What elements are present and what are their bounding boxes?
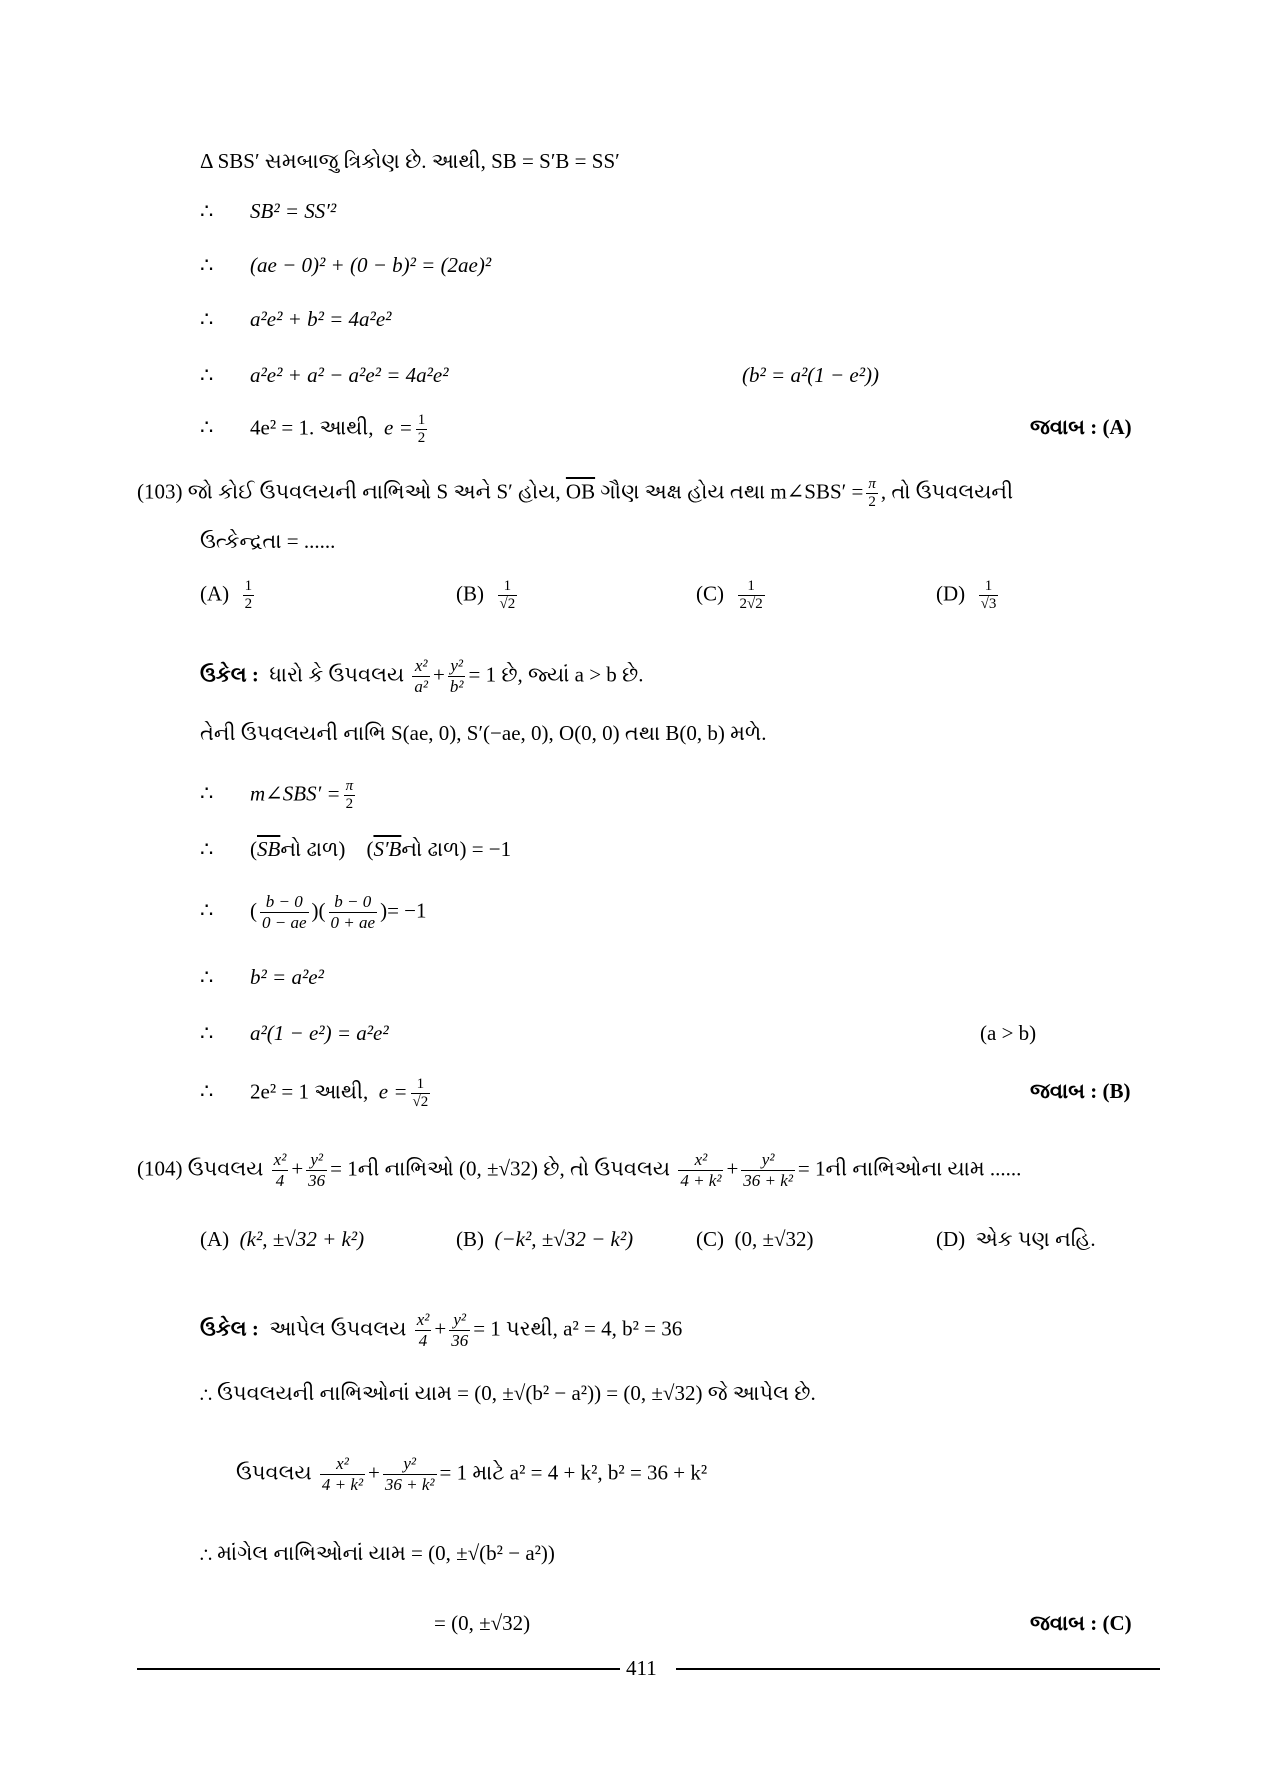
answer-102: જવાબ : (A) <box>1030 415 1132 439</box>
q104-option-d: (D) એક પણ નહિ. <box>936 1227 1096 1251</box>
q104-solution-line5: = (0, ±√32) <box>434 1611 531 1635</box>
step-distance: ∴ (ae − 0)² + (0 − b)² = (2ae)² <box>200 253 492 277</box>
q103-line2: ઉત્કેન્દ્રતા = ...... <box>200 529 336 553</box>
q104-option-b: (B) (−k², ±√32 − k²) <box>456 1227 634 1251</box>
q103-step5-note: (a > b) <box>980 1021 1037 1045</box>
q103-option-d: (D) $\frac{1}{√3}$ <box>936 578 997 612</box>
q104-solution-line4: ∴ માંગેલ નાભિઓનાં યામ = (0, ±√(b² − a²)) <box>200 1541 555 1565</box>
step-expand: ∴ a²e² + b² = 4a²e² <box>200 307 392 331</box>
ob-segment: $\overline{OB}$ <box>565 479 596 504</box>
footer-rule-right <box>676 1668 1160 1670</box>
footer-rule-left <box>137 1668 620 1670</box>
q103-step4: ∴ b² = a²e² <box>200 965 324 989</box>
line-equilateral: Δ SBS′ સમબાજુ ત્રિકોણ છે. આથી, SB = S′B = SS′ <box>200 149 620 173</box>
q104-option-c: (C) (0, ±√32) <box>696 1227 814 1251</box>
q103-step3: ∴ ( $\frac{b - 0}{0 - ae}$ )( $\frac{b - 0}{0 + ae}$ )= −1 <box>200 892 427 932</box>
q103-option-c: (C) $\frac{1}{2√2}$ <box>696 578 763 612</box>
q104-line1: (104) ઉપવલય $\frac{\text{x²}}{4}$ + $\frac{\text{y²}}{36}$ = 1ની નાભિઓ (0, ±√32) છે, તો ઉપવલય $\frac{\text{x²}}{\text{4 + k²}}$ + $\frac{\text{y²}}{\text{36 + k²}}$ = 1ની નાભિઓના યામ ...... <box>137 1150 1022 1190</box>
q103-step2: ∴ ($\overline{SB}નો$ ઢાળ) (S′Bનો ઢાળ) = −1 <box>200 837 512 861</box>
q103-foci: તેની ઉપવલયની નાભિ S(ae, 0), S′(−ae, 0), O(0, 0) તથા B(0, b) મળે. <box>200 721 767 745</box>
answer-104: જવાબ : (C) <box>1030 1611 1132 1635</box>
q103-line1: (103) જો કોઈ ઉપવલયની નાભિઓ S અને S′ હોય, $\overline{OB}$ ગૌણ અક્ષ હોય તથા m∠SBS′ = $\frac{\pi}{2}$ , તો ઉપવલયની <box>137 476 1014 510</box>
q103-solution: ઉકેલ : ધારો કે ઉપવલય $\frac{\text{x²}}{\text{a²}}$ + $\frac{\text{y²}}{\text{b²}}$ = 1 છે, જ્યાં a > b છે. <box>200 656 644 696</box>
q103-step5: ∴ a²(1 − e²) = a²e² <box>200 1021 389 1045</box>
step-substitute-note: (b² = a²(1 − e²)) <box>742 363 880 387</box>
page-number: 411 <box>626 1656 657 1680</box>
q104-option-a: (A) (k², ±√32 + k²) <box>200 1227 365 1251</box>
q104-solution-line2: ∴ ઉપવલયની નાભિઓનાં યામ = (0, ±√(b² − a²)) = (0, ±√32) જે આપેલ છે. <box>200 1381 816 1405</box>
q103-option-a: (A) $\frac{1}{2}$ <box>200 578 253 612</box>
step-substitute: ∴ a²e² + a² − a²e² = 4a²e² <box>200 363 449 387</box>
q103-step1: ∴ m∠SBS′ = $\frac{\pi}{2}$ <box>200 778 354 812</box>
q103-step6: ∴ 2e² = 1 આથી, e = $\frac{1}{√2}$ <box>200 1076 429 1110</box>
step-result-a: ∴ 4e² = 1. આથી, e = $\frac{1}{2}$ <box>200 412 426 446</box>
answer-103: જવાબ : (B) <box>1030 1079 1131 1103</box>
q104-solution-line3: ઉપવલય $\frac{\text{x²}}{\text{4 + k²}}$ + $\frac{\text{y²}}{\text{36 + k²}}$ = 1 માટે a² = 4 + k², b² = 36 + k² <box>236 1454 708 1494</box>
q104-solution: ઉકેલ : આપેલ ઉપવલય $\frac{\text{x²}}{4}$ + $\frac{\text{y²}}{36}$ = 1 પરથી, a² = 4, b² = 36 <box>200 1310 683 1350</box>
step-sb2: ∴ SB² = SS′² <box>200 199 337 223</box>
q103-option-b: (B) $\frac{1}{√2}$ <box>456 578 516 612</box>
